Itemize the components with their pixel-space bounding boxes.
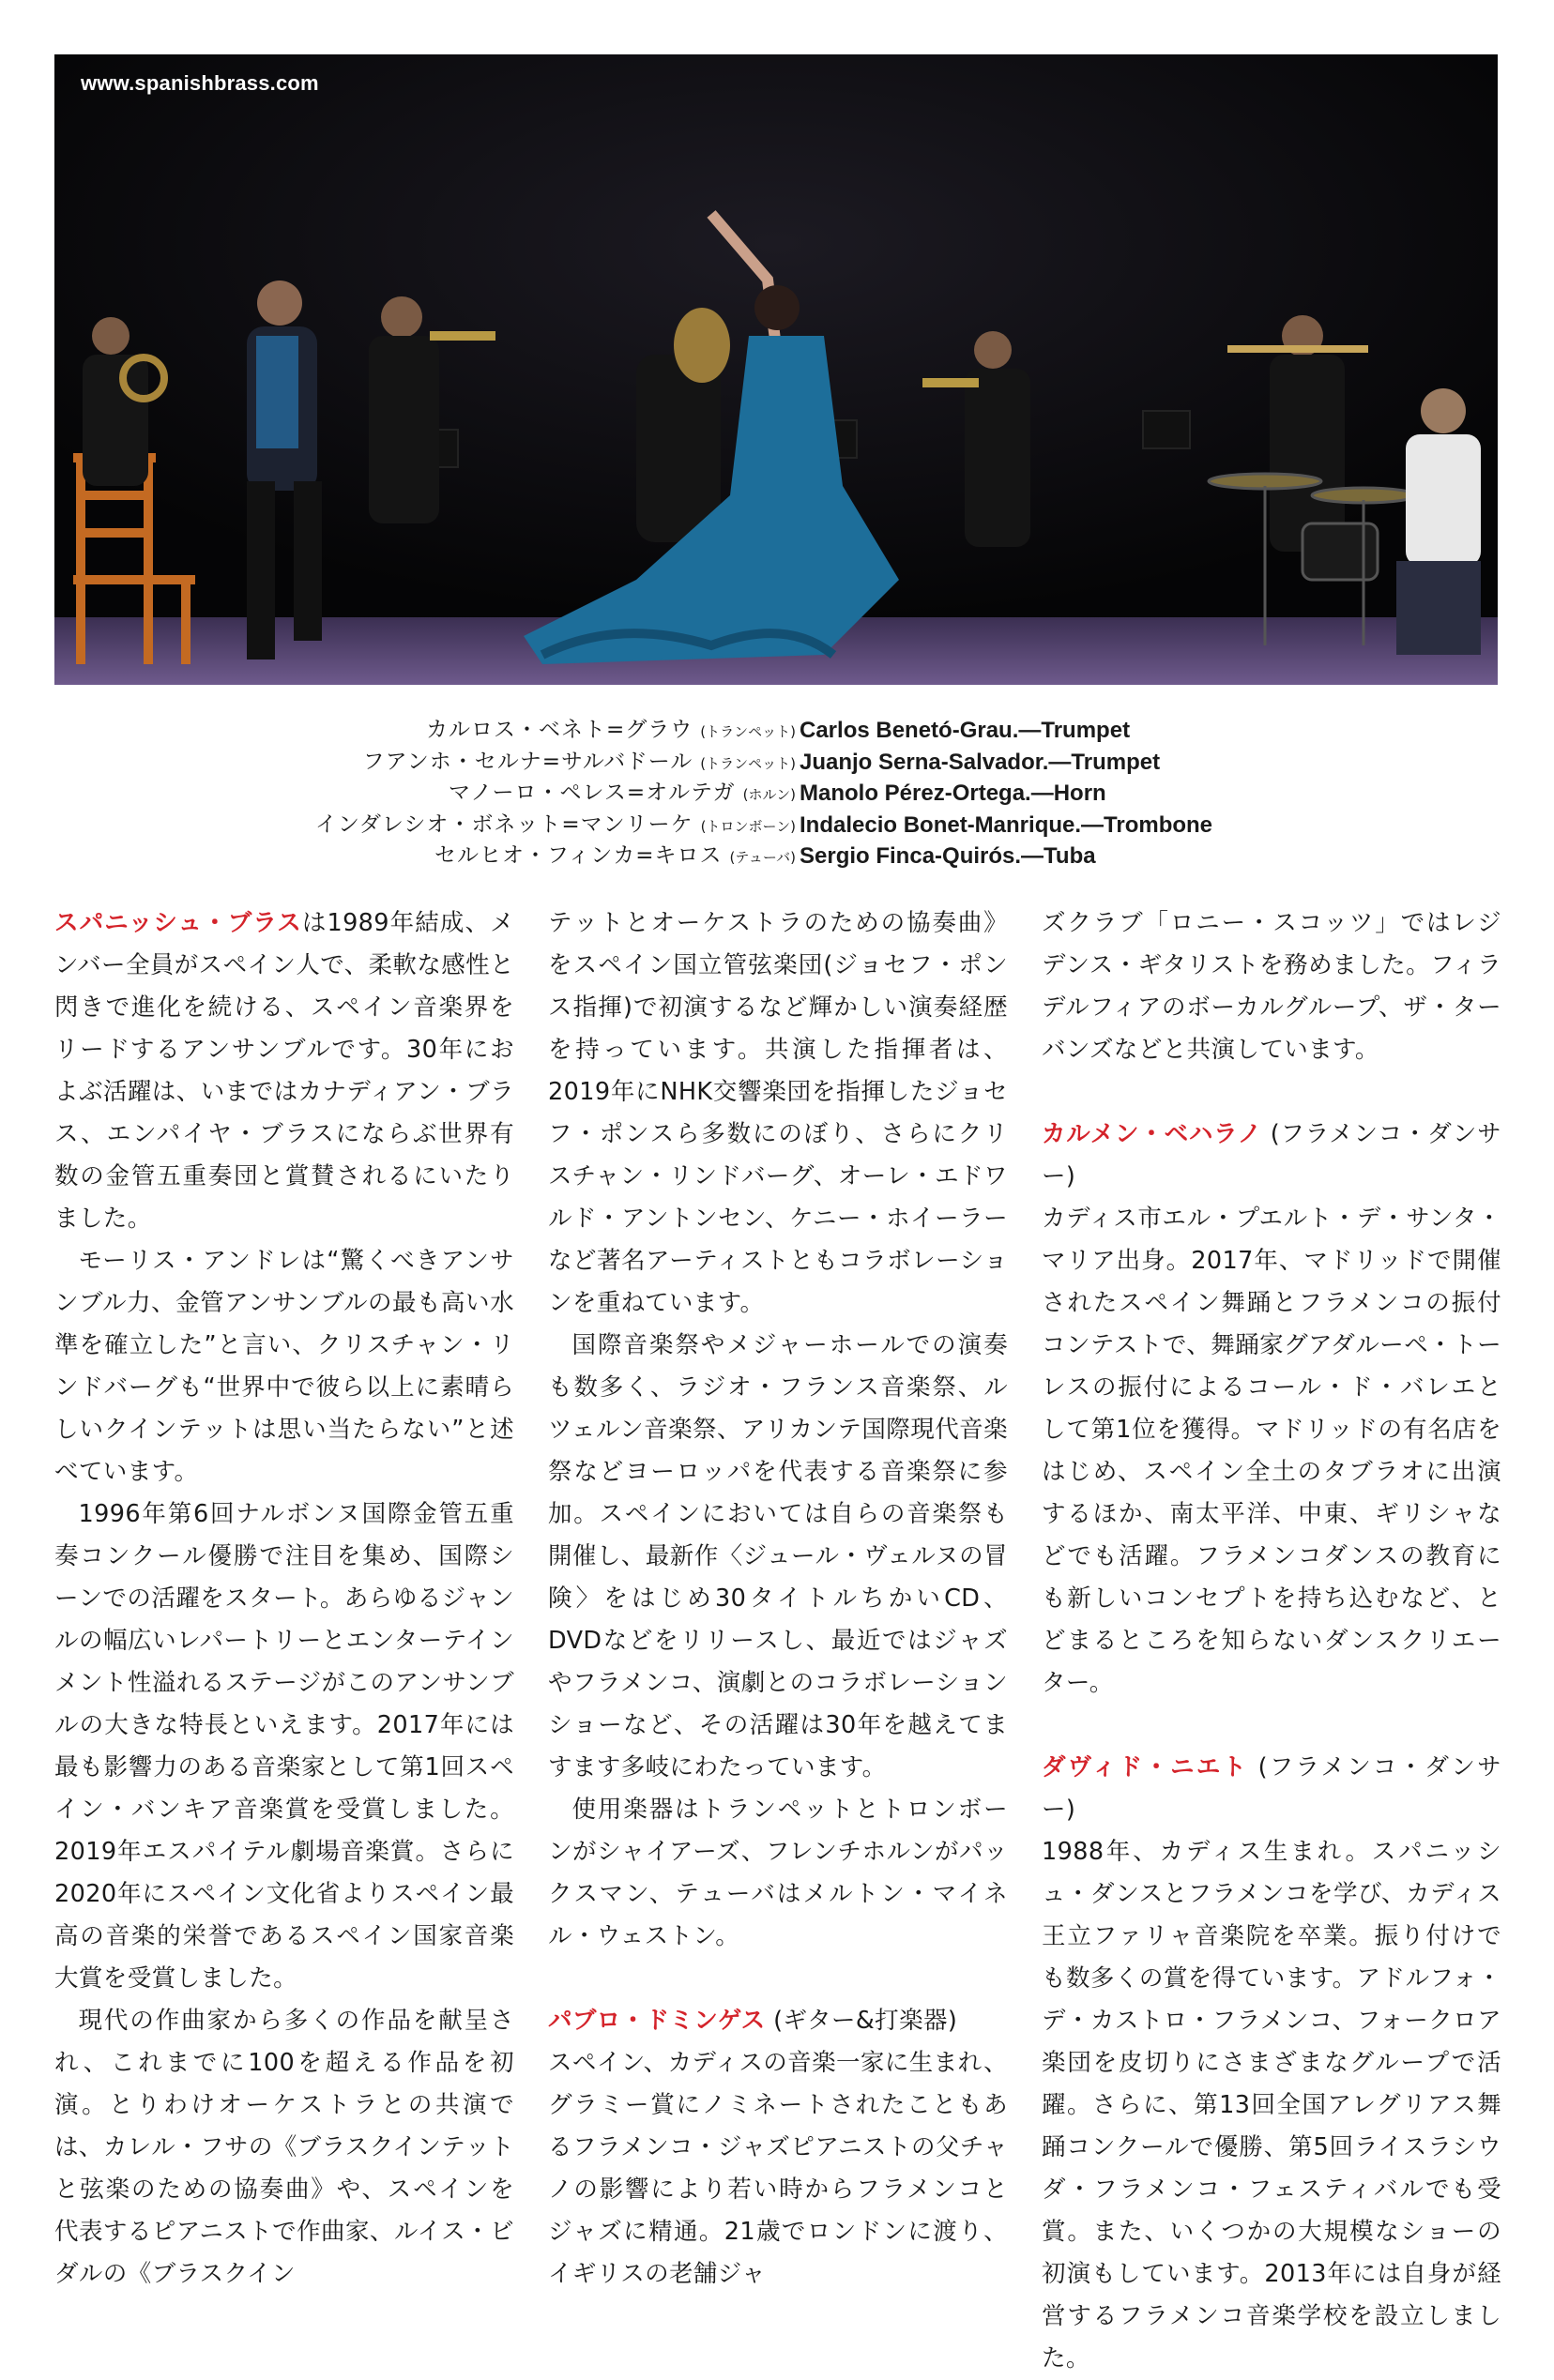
member-row <box>0 778 1554 810</box>
member-name-jp: カルロス・ベネト=グラウ (トランペット) <box>426 718 796 742</box>
member-instrument-jp: (トロンボーン) <box>700 817 796 835</box>
paragraph: 使用楽器はトランペットとトロンボーンがシャイアーズ、フレンチホルンがパックスマン、テューバはメルトン・マイネル・ウェストン。 <box>548 1796 1008 1950</box>
profile-bio: スペイン、カディスの音楽一家に生まれ、グラミー賞にノミネートされたこともあるフラメンコ・ジャズピアニストの父チャノの影響により若い時からフラメンコとジャズに精通。21歳でロンドンに渡り、イギリスの老舗ジャ <box>548 2049 1008 2288</box>
member-row <box>0 747 1554 779</box>
article-column-1 <box>54 902 514 2296</box>
member-name-en: Manolo Pérez-Ortega.—Horn <box>800 781 1106 806</box>
member-name-jp: マノーロ・ペレス=オルテガ (ホルン) <box>448 781 796 805</box>
member-name-en: Sergio Finca-Quirós.—Tuba <box>800 843 1096 869</box>
profile-name: パブロ・ドミンゲス <box>548 2007 766 2035</box>
ensemble-name: スパニッシュ・ブラス <box>54 909 302 937</box>
paragraph: モーリス・アンドレは“驚くべきアンサンブル力、金管アンサンブルの最も高い水準を確立した”と言い、クリスチャン・リンドバーグも“世界中で彼ら以上に素晴らしいクインテットは思い当たらない”と述べています。 <box>54 1247 514 1486</box>
member-name-jp: フアンホ・セルナ=サルバドール (トランペット) <box>362 749 796 774</box>
member-name-en: Juanjo Serna-Salvador.—Trumpet <box>800 749 1161 775</box>
paragraph: スパニッシュ・ブラスは1989年結成、メンバー全員がスペイン人で、柔軟な感性と閃きで進化を続ける、スペイン音楽界をリードするアンサンブルです。30年におよぶ活躍は、いまではカナディアン・ブラス、エンパイヤ・ブラスにならぶ世界有数の金管五重奏団と賞賛されるにいたりました。 <box>54 909 514 1233</box>
paragraph: ズクラブ「ロニー・スコッツ」ではレジデンス・ギタリストを務めました。フィラデルフィアのボーカルグループ、ザ・ターバンズなどと共演しています。 <box>1042 909 1501 1064</box>
profile-heading <box>1042 1747 1501 1831</box>
profile-name: カルメン・ベハラノ <box>1042 1120 1262 1148</box>
concert-photo <box>54 54 1498 685</box>
paragraph: 1996年第6回ナルボンヌ国際金管五重奏コンクール優勝で注目を集め、国際シーンでの活躍をスタート。あらゆるジャンルの幅広いレパートリーとエンターテインメント性溢れるステージがこのアンサンブルの大きな特長といえます。2017年には最も影響力のある音楽家として第1回スペイン・バンキア音楽賞を受賞しました。2019年エスパイテル劇場音楽賞。さらに2020年にスペイン文化省よりスペイン最高の音楽的栄誉であるスペイン国家音楽大賞を受賞しました。 <box>54 1500 514 1993</box>
profile-bio: 1988年、カディス生まれ。スパニッシュ・ダンスとフラメンコを学び、カディス王立ファリャ音楽院を卒業。振り付けでも数多くの賞を得ています。アドルフォ・デ・カストロ・フラメンコ、フォークロア楽団を皮切りにさまざまなグループで活躍。さらに、第13回全国アレグリアス舞踊コンクールで優勝、第5回ライスラシウダ・フラメンコ・フェスティバルでも受賞。また、いくつかの大規模なショーの初演もしています。2013年には自身が経営するフラメンコ音楽学校を設立しました。 <box>1042 1838 1501 2372</box>
stage-illustration <box>54 54 1498 685</box>
member-row <box>0 810 1554 841</box>
profile-role: (フラメンコ・ダンサー) <box>1042 1120 1501 1190</box>
member-name-en: Carlos Benetó-Grau.—Trumpet <box>800 718 1131 743</box>
member-name-jp: インダレシオ・ボネット=マンリーケ (トロンボーン) <box>314 811 796 837</box>
paragraph: テットとオーケストラのための協奏曲》をスペイン国立管弦楽団(ジョセフ・ポンス指揮)で初演するなど輝かしい演奏経歴を持っています。共演した指揮者は、2019年にNHK交響楽団を指揮したジョセフ・ポンスら多数にのぼり、さらにクリスチャン・リンドバーグ、オーレ・エドワルド・アントンセン、ケニー・ホイーラーなど著名アーティストともコラボレーションを重ねています。 <box>548 909 1008 1317</box>
article-column-2 <box>548 902 1008 2296</box>
member-instrument-jp: (ホルン) <box>742 786 796 803</box>
member-instrument-jp: (テューバ) <box>729 849 796 866</box>
profile-name: ダヴィド・ニエト <box>1042 1753 1249 1781</box>
member-row <box>0 715 1554 747</box>
photo-credit-url: www.spanishbrass.com <box>81 71 319 95</box>
profile-bio: カディス市エル・プエルト・デ・サンタ・マリア出身。2017年、マドリッドで開催されたスペイン舞踊とフラメンコの振付コンテストで、舞踊家グアダルーペ・トーレスの振付によるコール・ド・バレエとして第1位を獲得。マドリッドの有名店をはじめ、スペイン全土のタブラオに出演するほか、南太平洋、中東、ギリシャなどでも活躍。フラメンコダンスの教育にも新しいコンセプトを持ち込むなど、とどまるところを知らないダンスクリエーター。 <box>1042 1205 1501 1697</box>
profile-heading <box>548 2000 1008 2042</box>
member-name-en: Indalecio Bonet-Manrique.—Trombone <box>800 811 1213 838</box>
member-name-jp: セルヒオ・フィンカ=キロス (テューバ) <box>434 843 796 868</box>
paragraph: 国際音楽祭やメジャーホールでの演奏も数多く、ラジオ・フランス音楽祭、ルツェルン音楽祭、アリカンテ国際現代音楽祭などヨーロッパを代表する音楽祭に参加。スペインにおいては自らの音楽祭も開催し、最新作〈ジュール・ヴェルヌの冒険〉をはじめ30タイトルちかいCD、DVDなどをリリースし、最近ではジャズやフラメンコ、演劇とのコラボレーションショーなど、その活躍は30年を越えてますます多岐にわたっています。 <box>548 1331 1008 1781</box>
profile-role: (フラメンコ・ダンサー) <box>1042 1753 1501 1824</box>
paragraph: 現代の作曲家から多くの作品を献呈され、これまでに100を超える作品を初演。とりわけオーケストラとの共演では、カレル・フサの《ブラスクインテットと弦楽のための協奏曲》や、スペインを代表するピアニストで作曲家、ルイス・ビダルの《ブラスクイン <box>54 2007 514 2288</box>
member-instrument-jp: (トランペット) <box>700 754 796 772</box>
member-list <box>0 715 1554 872</box>
article-column-3 <box>1042 902 1501 2380</box>
profile-role: (ギター&打楽器) <box>773 2007 958 2035</box>
member-instrument-jp: (トランペット) <box>700 723 796 740</box>
profile-heading <box>1042 1114 1501 1198</box>
member-row <box>0 841 1554 872</box>
